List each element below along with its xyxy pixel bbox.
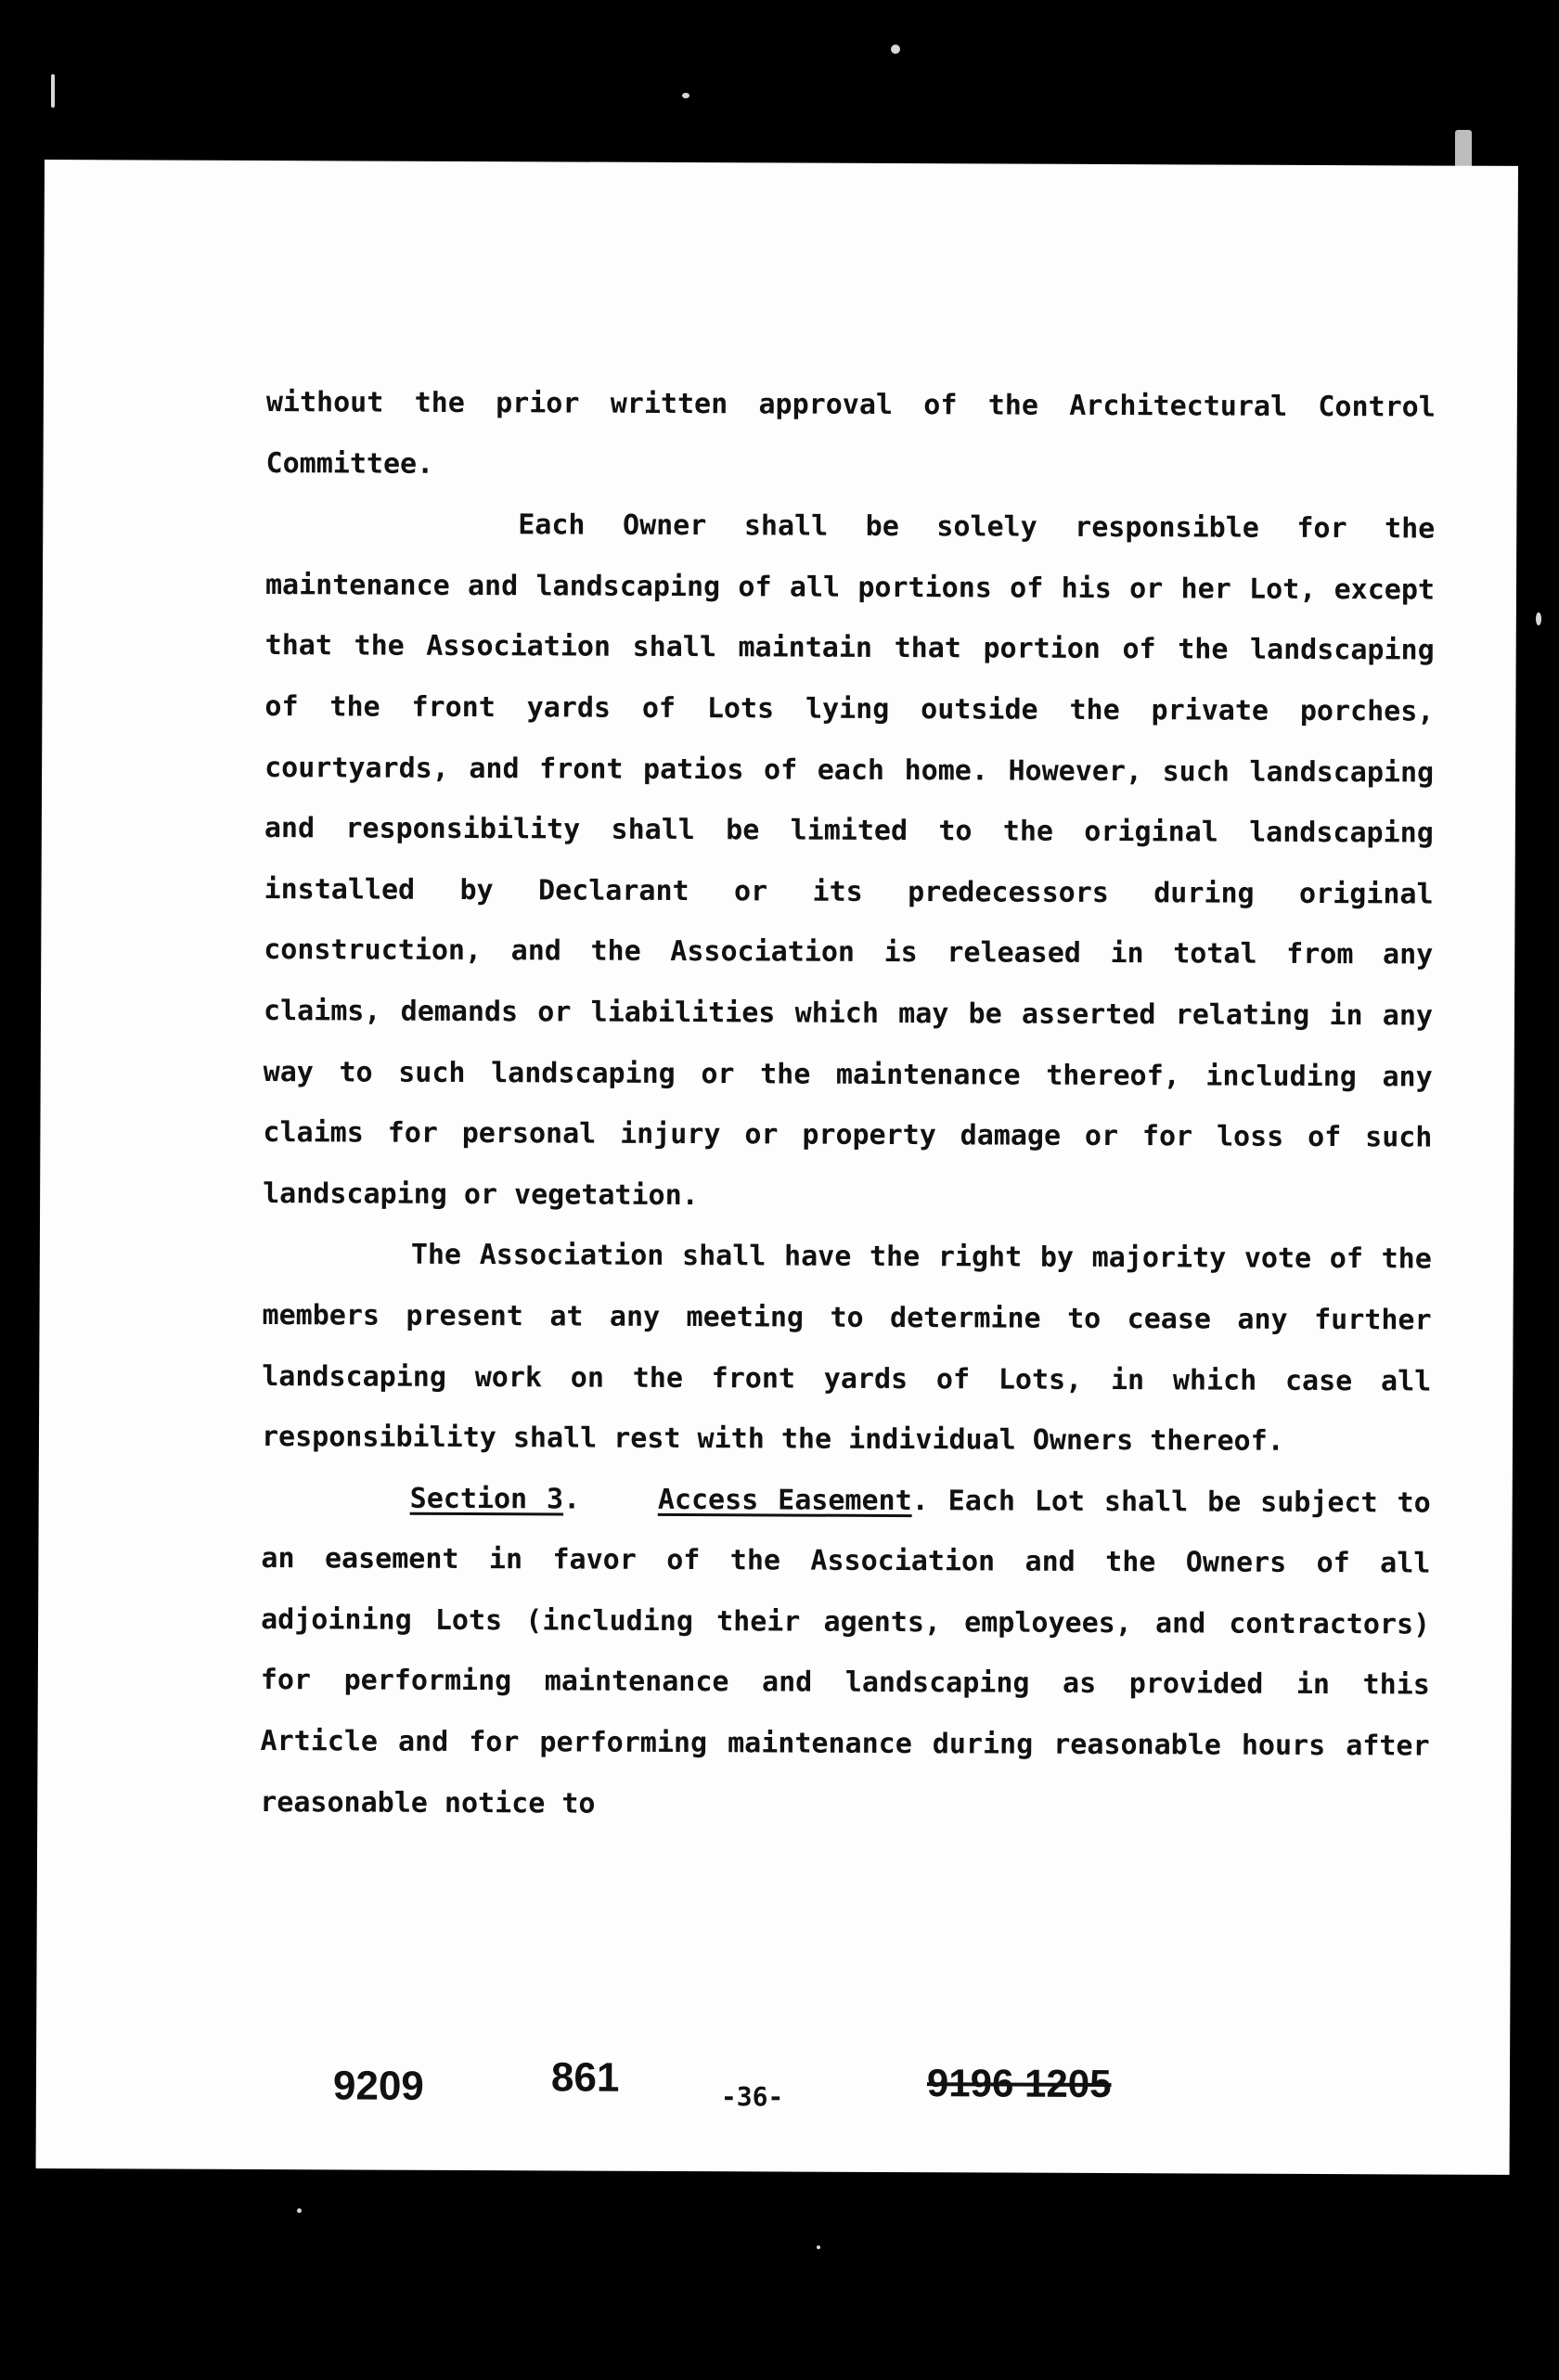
paragraph-association-right: The Association shall have the right by majority vote of the members present at any meeting to determine to cease any further landscaping work on the front yards of Lots, in which case all responsibility shall rest with the individual Owners thereof. [261, 1239, 1432, 1458]
scan-speck [1455, 130, 1472, 169]
document-body [260, 372, 1436, 1838]
scan-speck [297, 2208, 302, 2213]
document-page [36, 160, 1518, 2175]
scan-speck [891, 45, 900, 54]
book-number: 9209 [332, 2063, 424, 2109]
section-3-title: Access Easement [657, 1483, 912, 1517]
scan-speck [682, 93, 689, 98]
page-number: 861 [550, 2054, 620, 2101]
scan-speck [51, 74, 55, 108]
section-3-paragraph [260, 1468, 1431, 1838]
struck-reference: 9196 1205 [926, 2061, 1112, 2106]
page-label: -36- [720, 2081, 784, 2113]
scan-speck [817, 2245, 820, 2249]
paragraph-continuation: without the prior written approval of the Architectural Control Committee. [265, 386, 1436, 481]
paragraph-owner-responsibility: Each Owner shall be solely responsible for the maintenance and landscaping of all portions of his or her Lot, except that the Association shall maintain that portion of the landscaping of the front yards of Lots lying outside the private porches, courtyards, and front patios of each home. However, such landscaping and responsibility shall be limited to the original landscaping installed by Declarant or its predecessors during original construction, and the Association is released in total from any claims, demands or liabilities which may be asserted relating in any way to such landscaping or the maintenance thereof, including any claims for personal injury or property damage or for loss of such landscaping or vegetation. [263, 508, 1436, 1212]
section-3-text: Each Lot shall be subject to an easement in favor of the Association and the Owners of all adjoining Lots (including their agents, employees, and contractors) for performing maintenance and landscaping as provided in this Article and for performing maintenance during reasonable hours after reasonable notice to [260, 1484, 1431, 1820]
section-3-label: Section 3 [409, 1482, 564, 1516]
section-3-title-period: . [911, 1484, 929, 1517]
section-3-label-period: . [563, 1483, 581, 1516]
scan-speck [1536, 612, 1541, 625]
